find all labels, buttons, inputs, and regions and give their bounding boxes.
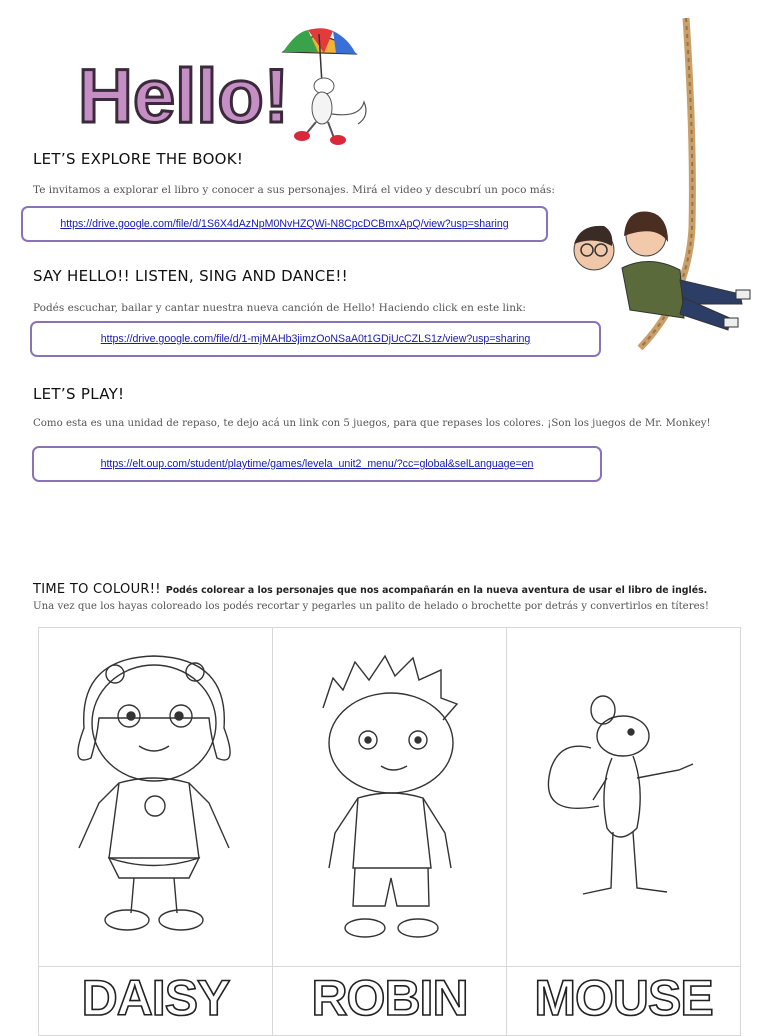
mouse-name: MOUSE xyxy=(534,970,713,1026)
mouse-picture-cell xyxy=(506,627,741,967)
play-games-link[interactable]: https://elt.oup.com/student/playtime/games/levela_unit2_menu/?cc=global&selLanguage=en xyxy=(100,458,534,470)
hello-logo xyxy=(66,28,290,139)
explore-video-link[interactable]: https://drive.google.com/file/d/1S6X4dAzNpM0NvHZQWi-N8CpcDCBmxApQ/view?usp=sharing xyxy=(60,218,509,230)
robin-name-cell xyxy=(272,966,507,1036)
mouse-umbrella-illustration xyxy=(278,22,378,150)
colour-heading-rest: Podés colorear a los personajes que nos acompañarán en la nueva aventura de usar el libro de inglés. xyxy=(165,585,708,596)
daisy-name-cell xyxy=(38,966,273,1036)
play-text: Como esta es una unidad de repaso, te dejo acá un link con 5 juegos, para que repases los colores. ¡Son los juegos de Mr. Monkey! xyxy=(33,418,711,429)
daisy-picture-cell xyxy=(38,627,273,967)
explore-heading: LET’S EXPLORE THE BOOK! xyxy=(33,150,244,168)
explore-text: Te invitamos a explorar el libro y conocer a sus personajes. Mirá el video y descubrí un poco más: xyxy=(33,184,555,196)
mouse-name-cell xyxy=(506,966,741,1036)
robin-picture-cell xyxy=(272,627,507,967)
colour-heading: TIME TO COLOUR!! xyxy=(33,582,161,597)
daisy-name: DAISY xyxy=(81,970,230,1026)
sing-heading: SAY HELLO!! LISTEN, SING AND DANCE!! xyxy=(33,267,348,285)
daisy-drawing xyxy=(39,628,272,966)
robin-drawing xyxy=(273,628,506,966)
sing-link-box xyxy=(30,321,601,357)
explore-link-box xyxy=(21,206,548,242)
colour-text: Una vez que los hayas coloreado los podés recortar y pegarles un palito de helado o brochette por detrás y convertirlos en títeres! xyxy=(33,601,709,612)
mouse-drawing xyxy=(507,628,740,966)
robin-name: ROBIN xyxy=(311,970,468,1026)
play-link-box xyxy=(32,446,602,482)
hello-logo-text: Hello! xyxy=(78,54,290,139)
sing-text: Podés escuchar, bailar y cantar nuestra nueva canción de Hello! Haciendo click en este link: xyxy=(33,302,526,314)
sing-song-link[interactable]: https://drive.google.com/file/d/1-mjMAHb3jimzOoNSaA0t1GDjUcCZLS1z/view?usp=sharing xyxy=(100,333,531,345)
play-heading: LET’S PLAY! xyxy=(33,385,125,403)
colour-heading-line xyxy=(33,578,707,597)
rope-girls-illustration xyxy=(560,18,755,363)
